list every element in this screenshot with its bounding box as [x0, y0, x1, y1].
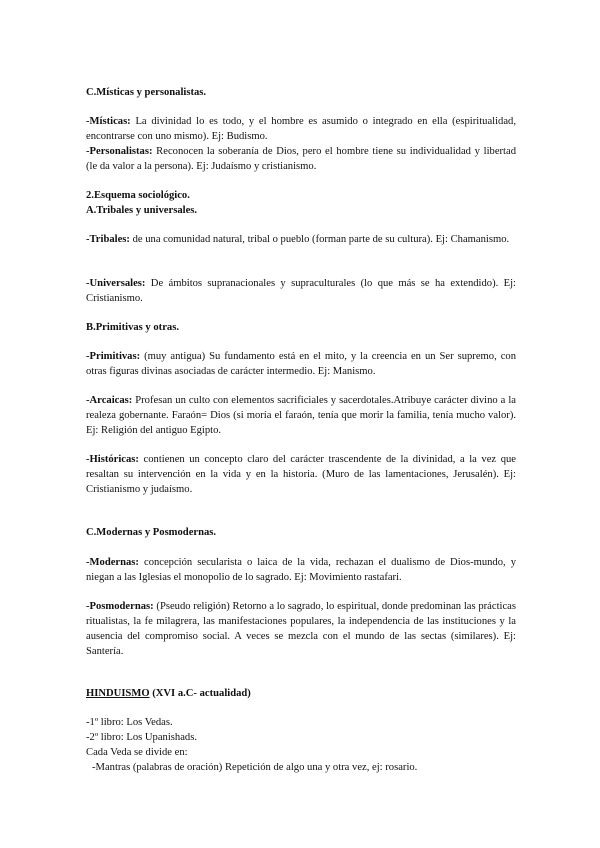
paragraph-modernas [86, 555, 516, 585]
paragraph-primitivas [86, 349, 516, 379]
term-arcaicas: -Arcaicas: [86, 395, 133, 406]
paragraph-misticas [86, 114, 516, 144]
text-universales: De ámbitos supranacionales y supraculturales (lo que más se ha extendido). Ej: Cristianismo. [86, 278, 516, 304]
term-personalistas: -Personalistas: [86, 146, 153, 157]
section-title-misticas-personalistas: C.Místicas y personalistas. [86, 87, 207, 98]
text-posmodernas: (Pseudo religión) Retorno a lo sagrado, lo espiritual, donde predominan las prácticas ritualistas, la fe milagrera, las manifestaciones populares, la independencia de las instituciones y la ausencia del compromiso social. A veces se mezcla con el mundo de las sectas (similares). Ej: Santería. [86, 601, 516, 657]
paragraph-universales [86, 276, 516, 306]
term-posmodernas: -Posmodernas: [86, 601, 154, 612]
term-misticas: -Místicas: [86, 116, 131, 127]
hinduismo-heading: HINDUISMO [86, 688, 150, 699]
paragraph-arcaicas [86, 393, 516, 438]
text-primitivas: (muy antigua) Su fundamento está en el mito, y la creencia en un Ser supremo, con otras figuras divinas asociadas de carácter intermedio. Ej: Manismo. [86, 351, 516, 377]
text-misticas: La divinidad lo es todo, y el hombre es asumido o integrado en ella (espiritualidad, encontrarse con uno mismo). Ej: Budismo. [86, 116, 516, 142]
paragraph-historicas [86, 452, 516, 497]
term-tribales: -Tribales: [86, 234, 130, 245]
term-historicas: -Históricas: [86, 454, 139, 465]
hinduismo-line-4: -Mantras (palabras de oración) Repetición de algo una y otra vez, ej: rosario. [92, 762, 418, 773]
hinduismo-line-3: Cada Veda se divide en: [86, 747, 188, 758]
text-tribales: de una comunidad natural, tribal o pueblo (forman parte de su cultura). Ej: Chamanismo. [129, 234, 510, 245]
text-historicas: contienen un concepto claro del carácter trascendente de la divinidad, a la vez que resaltan su intervención en la vida y en la historia. (Muro de las lamentaciones, Jerusalén). Ej: Cristianismo y judaísmo. [86, 454, 516, 495]
text-modernas: concepción secularista o laica de la vida, rechazan el dualismo de Dios-mundo, y niegan a las Iglesias el monopolio de lo sagrado. Ej: Movimiento rastafari. [86, 557, 516, 583]
section-title-esquema-sociologico: 2.Esquema sociológico. [86, 190, 190, 201]
term-modernas: -Modernas: [86, 557, 139, 568]
hinduismo-line-1: -1º libro: Los Vedas. [86, 717, 173, 728]
paragraph-posmodernas [86, 599, 516, 659]
text-personalistas: Reconocen la soberanía de Dios, pero el hombre tiene su individualidad y libertad (le da valor a la persona). Ej: Judaísmo y cristianismo. [86, 146, 516, 172]
hinduismo-line-2: -2º libro: Los Upanishads. [86, 732, 197, 743]
subsection-title-primitivas: B.Primitivas y otras. [86, 322, 179, 333]
paragraph-tribales [86, 232, 516, 247]
hinduismo-dates: (XVI a.C- actualidad) [149, 688, 251, 699]
term-primitivas: -Primitivas: [86, 351, 141, 362]
subsection-title-tribales-universales: A.Tribales y universales. [86, 205, 198, 216]
subsection-title-modernas: C.Modernas y Posmodernas. [86, 527, 217, 538]
term-universales: -Universales: [86, 278, 146, 289]
text-arcaicas: Profesan un culto con elementos sacrificiales y sacerdotales.Atribuye carácter divino a la realeza gobernante. Faraón= Dios (si moría el faraón, tenía que morir la familia, tenía mucho valor). Ej: Religión del antiguo Egipto. [86, 395, 516, 436]
section-title-hinduismo [86, 686, 516, 701]
paragraph-personalistas [86, 144, 516, 174]
